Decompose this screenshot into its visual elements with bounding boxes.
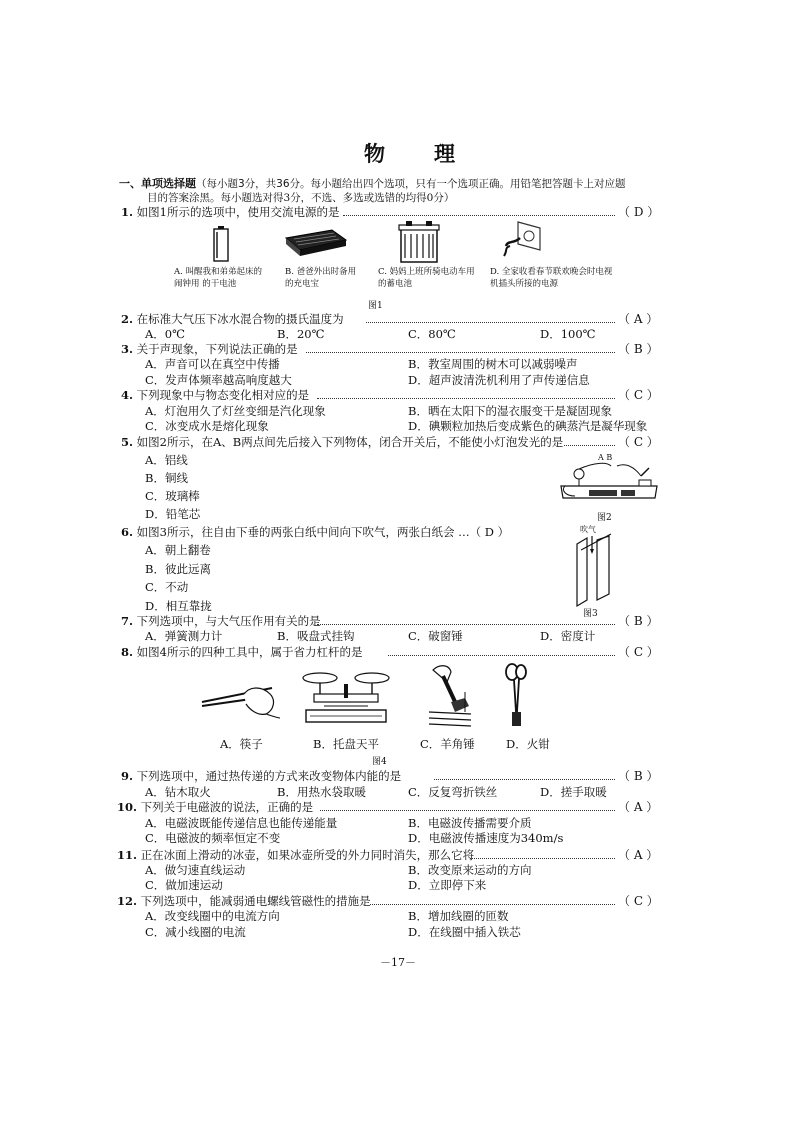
circuit-diagram [555,460,660,505]
answer-4: （ C ） [618,388,659,402]
page-title: 物 理 [364,141,469,166]
fig3-blow-label: 吹气 [580,525,596,534]
answer-10: （ A ） [618,800,659,814]
fig3-label: 图3 [583,609,598,619]
q10-option-a: A．电磁波既能传递信息也能传递能量 [145,816,338,830]
fig1-caption-a: A. 叫醒我和弟弟起床的闹钟用 的干电池 [174,267,263,289]
answer-12: （ C ） [618,894,659,908]
q10-option-c: C．电磁波的频率恒定不变 [145,831,281,845]
storage-battery-image [397,220,441,264]
leader-dots [564,445,615,446]
section-title: 一、单项选择题 [119,177,196,190]
fig4-label: 图4 [372,757,387,767]
leader-dots [317,398,615,399]
fire-tongs-image [503,662,529,728]
q5-option-a: A．铝线 [145,453,188,467]
q2-option-a: A．0℃ [145,327,185,341]
question-7: 7. 下列选项中，与大气压作用有关的是 [121,614,321,628]
claw-hammer-image [425,662,475,728]
q3-option-b: B．教室周围的树木可以减弱噪声 [408,357,578,371]
fig1-label: 图1 [368,301,383,311]
fig4-label-a: A．筷子 [220,737,263,751]
q2-option-b: B．20℃ [277,327,325,341]
fig2-point-label: A B [598,453,613,462]
q6-option-b: B．彼此远离 [145,562,211,576]
question-8: 8. 如图4所示的四种工具中，属于省力杠杆的是 [121,645,363,659]
q9-option-d: D．搓手取暖 [540,785,607,799]
leader-dots [320,810,615,811]
answer-9: （ B ） [618,769,659,783]
q11-option-a: A．做匀速直线运动 [145,863,246,877]
fig4-label-c: C．羊角锤 [420,737,475,751]
q3-option-d: D．超声波清洗机利用了声传递信息 [408,373,590,387]
fig4-label-b: B．托盘天平 [313,737,379,751]
q10-option-d: D．电磁波传播速度为340m/s [408,831,564,845]
q10-option-b: B．电磁波传播需要介质 [408,816,532,830]
q11-option-d: D．立即停下来 [408,878,487,892]
q6-option-a: A．朝上翻卷 [145,543,211,557]
leader-dots [434,779,615,780]
q3-option-c: C．发声体频率越高响度越大 [145,373,292,387]
q6-option-d: D．相互靠拢 [145,599,212,613]
q3-option-a: A．声音可以在真空中传播 [145,357,280,371]
fig2-label: 图2 [597,513,612,523]
q2-option-c: C．80℃ [408,327,456,341]
question-4: 4. 下列现象中与物态变化相对应的是 [121,388,310,402]
q11-option-b: B．改变原来运动的方向 [408,863,532,877]
question-3: 3. 关于声现象，下列说法正确的是 [121,342,298,356]
q4-option-a: A．灯泡用久了灯丝变细是汽化现象 [145,404,326,418]
question-1: 1. 如图1所示的选项中，使用交流电源的是 [121,205,340,219]
q4-option-b: B．晒在太阳下的湿衣服变干是凝固现象 [408,404,612,418]
fig1-caption-c: C. 妈妈上班所骑电动车用的蓄电池 [378,267,475,289]
section-note-1: （每小题3分，共36分。每小题给出四个选项，只有一个选项正确。用铅笔把答题卡上对应题 [196,178,626,190]
q5-option-b: B．铜线 [145,471,188,485]
fig4-label-d: D．火钳 [506,737,550,751]
leader-dots [366,322,615,323]
power-bank-image [284,228,348,258]
q2-option-d: D．100℃ [540,327,596,341]
q12-option-b: B．增加线圈的匝数 [408,909,509,923]
q4-option-d: D．碘颗粒加热后变成紫色的碘蒸汽是凝华现象 [408,419,648,433]
fig1-caption-d: D. 全家收看春节联欢晚会时电视机插头所接的电源 [490,267,613,289]
question-6: 6. 如图3所示，往自由下垂的两张白纸中间向下吹气，两张白纸会 …（ D ） [121,525,510,539]
leader-dots [317,624,615,625]
leader-dots [388,655,615,656]
q6-option-c: C．不动 [145,580,189,594]
q12-option-a: A．改变线圈中的电流方向 [145,909,280,923]
q12-option-d: D．在线圈中插入铁芯 [408,925,521,939]
q5-option-d: D．铅笔芯 [145,507,201,521]
q7-option-d: D．密度计 [540,629,596,643]
answer-3: （ B ） [618,342,659,356]
question-12: 12. 下列选项中，能减弱通电螺线管磁性的措施是 [117,894,371,908]
paper-sheets-diagram [575,536,615,606]
answer-1: （ D ） [618,205,660,219]
q9-option-c: C．反复弯折铁丝 [408,785,498,799]
question-2: 2. 在标准大气压下冰水混合物的摄氏温度为 [121,312,344,326]
question-5: 5. 如图2所示，在A、B两点间先后接入下列物体，闭合开关后，不能使小灯泡发光的是 [121,435,564,449]
section-heading [119,175,626,191]
q12-option-c: C．减小线圈的电流 [145,925,246,939]
q9-option-a: A．钻木取火 [145,785,211,799]
q7-option-b: B．吸盘式挂钩 [277,629,355,643]
page-number: －17－ [380,956,416,969]
answer-8: （ C ） [618,645,659,659]
answer-7: （ B ） [618,614,659,628]
leader-dots [470,858,615,859]
answer-2: （ A ） [618,312,659,326]
q7-option-a: A．弹簧测力计 [145,629,223,643]
leader-dots [370,904,615,905]
balance-image [300,668,392,726]
q4-option-c: C．冰变成水是熔化现象 [145,419,269,433]
q5-option-c: C．玻璃棒 [145,489,200,503]
answer-11: （ A ） [618,848,659,862]
q11-option-c: C．做加速运动 [145,878,223,892]
wall-socket-image [502,220,544,260]
dry-battery-image [210,226,234,262]
q9-option-b: B．用热水袋取暖 [277,785,366,799]
q7-option-c: C．破窗锤 [408,629,463,643]
question-11: 11. 正在冰面上滑动的冰壶，如果冰壶所受的外力同时消失，那么它将 [117,848,475,862]
section-note-2: 目的答案涂黑。每小题选对得3分，不选、多选或选错的均得0分） [147,192,455,204]
leader-dots [306,352,615,353]
answer-5: （ C ） [618,435,659,449]
question-10: 10. 下列关于电磁波的说法，正确的是 [117,800,314,814]
fig1-caption-b: B. 爸爸外出时备用的充电宝 [285,267,357,289]
question-9: 9. 下列选项中，通过热传递的方式来改变物体内能的是 [121,769,402,783]
leader-dots [343,215,615,216]
chopsticks-image [200,680,282,720]
